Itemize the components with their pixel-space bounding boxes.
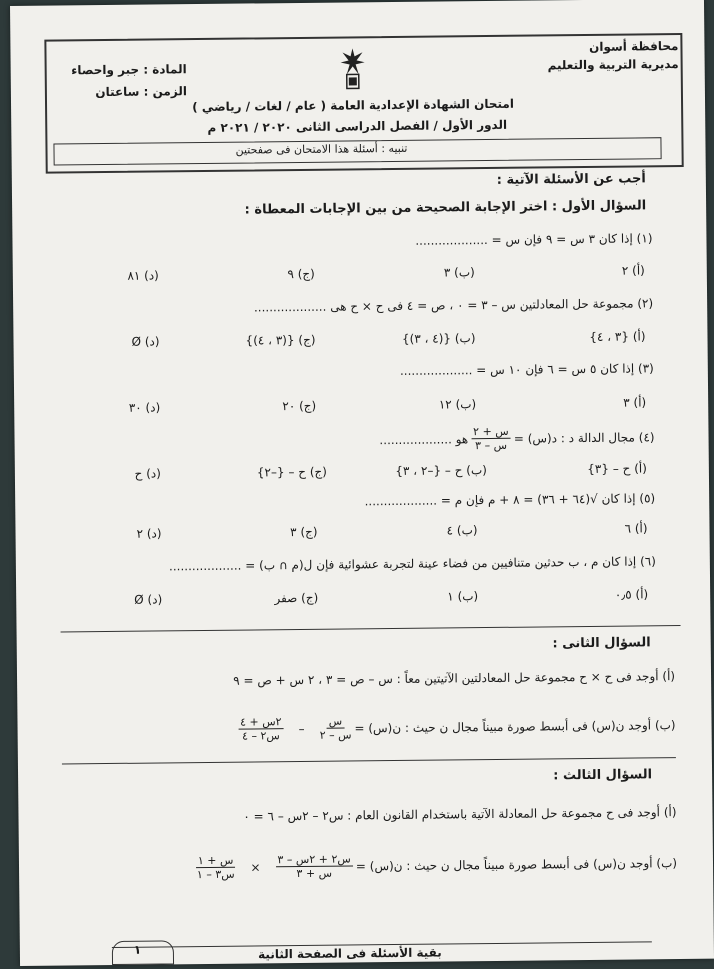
q1-item3-choice-a: (أ) ٣ bbox=[623, 395, 647, 410]
q2-part-b-text: (ب) أوجد ن(س) فى أبسط صورة مبيناً مجال ن حيث : ن(س) = bbox=[354, 717, 676, 735]
q1-item4-choice-a: (أ) ح – {٣} bbox=[587, 461, 647, 476]
q2-title: السؤال الثانى : bbox=[552, 635, 651, 652]
page-number-box bbox=[112, 940, 174, 965]
q1-item2-stem: (٢) مجموعة حل المعادلتين س – ٣ = ٠ ، ص = ٤ فى ح × ح هى ................... bbox=[253, 296, 654, 315]
q1-item3-choice-d: (د) ٣٠ bbox=[128, 400, 161, 415]
q3-part-a: (أ) أوجد فى ح مجموعة حل المعادلة الآتية باستخدام القانون العام : س٢ – ٢س – ٦ = ٠ bbox=[243, 805, 677, 824]
q1-item1-choice-d: (د) ٨١ bbox=[127, 268, 159, 283]
q1-item4-num: س + ٢ bbox=[471, 425, 511, 439]
q1-item2-choice-c: (ج) {(٣ ، ٤)} bbox=[245, 332, 316, 348]
q1-item1-choice-a: (أ) ٢ bbox=[621, 263, 645, 278]
q3-fraction-2 bbox=[196, 854, 236, 881]
q3-f1-den: س + ٣ bbox=[296, 866, 333, 881]
q2-f1-num: س bbox=[327, 715, 345, 729]
q2-operator: – bbox=[298, 721, 305, 736]
q1-item5-choice-d: (د) ٢ bbox=[136, 526, 162, 541]
directorate: مديرية التربية والتعليم bbox=[547, 57, 679, 73]
continue-note: بقية الأسئلة فى الصفحة الثانية bbox=[258, 945, 442, 962]
q1-item6-choice-b: (ب) ١ bbox=[447, 589, 479, 604]
q1-item4-stem bbox=[379, 423, 654, 453]
notice-text: تنبيه : أسئلة هذا الامتحان فى صفحتين bbox=[235, 141, 408, 157]
q3-f2-den: س٣ – ١ bbox=[196, 867, 235, 882]
q3-part-b bbox=[193, 849, 677, 881]
q3-f2-num: س + ١ bbox=[196, 854, 236, 868]
q3-operator: × bbox=[250, 859, 261, 875]
q1-item1-choice-b: (ب) ٣ bbox=[443, 265, 475, 280]
q1-item4-stem-a: (٤) مجال الدالة د : د(س) = bbox=[513, 429, 655, 446]
q1-item6-choice-d: (د) Ø bbox=[134, 592, 163, 607]
separator-q1 bbox=[61, 625, 681, 632]
q2-part-b bbox=[235, 711, 676, 743]
q1-item3-stem: (٣) إذا كان ٥ س = ٦ فإن ١٠ س = ................... bbox=[399, 361, 654, 378]
q1-item5-choice-a: (أ) ٦ bbox=[624, 521, 648, 536]
q1-title: السؤال الأول : اختر الإجابة الصحيحة من بين الإجابات المعطاة : bbox=[244, 198, 647, 218]
q1-item5-choice-c: (ج) ٣ bbox=[290, 524, 318, 540]
governorate: محافظة أسوان bbox=[588, 39, 679, 54]
page-number: ١ bbox=[133, 942, 142, 957]
exam-term: الدور الأول / الفصل الدراسى الثانى ٢٠٢٠ / ٢٠٢١ م bbox=[207, 117, 508, 135]
q1-item3-choice-c: (ج) ٢٠ bbox=[282, 398, 317, 414]
q1-item4-choice-d: (د) ح bbox=[134, 466, 161, 481]
intro: أجب عن الأسئلة الآتية : bbox=[496, 171, 646, 188]
q1-item6-choice-a: (أ) ٠٫٥ bbox=[614, 587, 649, 602]
q1-item6-choice-c: (ج) صفر bbox=[274, 590, 319, 606]
q1-item4-stem-b: هو ................... bbox=[379, 431, 469, 447]
q2-f2-den: س٢ – ٤ bbox=[241, 729, 280, 743]
q1-item1-stem: (١) إذا كان ٣ س = ٩ فإن س = ................... bbox=[415, 231, 653, 248]
q1-item5-choice-b: (ب) ٤ bbox=[446, 523, 478, 538]
q3-part-b-text: (ب) أوجد ن(س) فى أبسط صورة مبيناً مجال ن حيث : ن(س) = bbox=[355, 855, 678, 873]
q1-item5-stem: (٥) إذا كان √(٦٤ + ٣٦) = ٨ + م فإن م = ................... bbox=[364, 491, 656, 509]
q1-item2-choice-a: (أ) {٣ ، ٤} bbox=[589, 329, 646, 344]
q1-item2-choice-b: (ب) {(٤ ، ٣)} bbox=[401, 331, 476, 346]
separator-q2 bbox=[62, 757, 676, 764]
q1-item4-choice-c: (ج) ح – {–٢} bbox=[256, 464, 327, 480]
subject: المادة : جبر واحصاء bbox=[71, 62, 187, 78]
q2-part-a: (أ) أوجد فى ح × ح مجموعة حل المعادلتين الآتيتين معاً : س – ص = ٣ ، ٢ س + ص = ٩ bbox=[233, 669, 676, 688]
q3-f1-num: س٢ + ٢س – ٣ bbox=[275, 852, 352, 867]
q1-item4-fraction bbox=[471, 425, 511, 452]
exam-paper bbox=[10, 0, 714, 966]
q2-f2-num: ٢س + ٤ bbox=[238, 715, 284, 729]
q1-item4-den: س – ٣ bbox=[475, 438, 508, 453]
q2-f1-den: س – ٢ bbox=[319, 728, 352, 742]
q1-item3-choice-b: (ب) ١٢ bbox=[438, 397, 477, 412]
q3-title: السؤال الثالث : bbox=[553, 767, 653, 784]
q2-fraction-1 bbox=[319, 714, 351, 741]
duration: الزمن : ساعتان bbox=[95, 84, 187, 100]
q1-item4-choice-b: (ب) ح – {–٢ ، ٣} bbox=[395, 463, 487, 478]
exam-title: امتحان الشهادة الإعدادية العامة ( عام / لغات / رياضي ) bbox=[192, 96, 514, 115]
q1-item2-choice-d: (د) Ø bbox=[131, 334, 160, 349]
q1-item6-stem: (٦) إذا كان م ، ب حدثين متنافيين من فضاء عينة لتجربة عشوائية فإن ل(م ∩ ب) = ................... bbox=[168, 554, 656, 574]
eagle-emblem-icon bbox=[338, 44, 367, 92]
q3-fraction-1 bbox=[275, 852, 353, 880]
q1-item1-choice-c: (ج) ٩ bbox=[287, 266, 315, 282]
q2-fraction-2 bbox=[238, 715, 284, 742]
